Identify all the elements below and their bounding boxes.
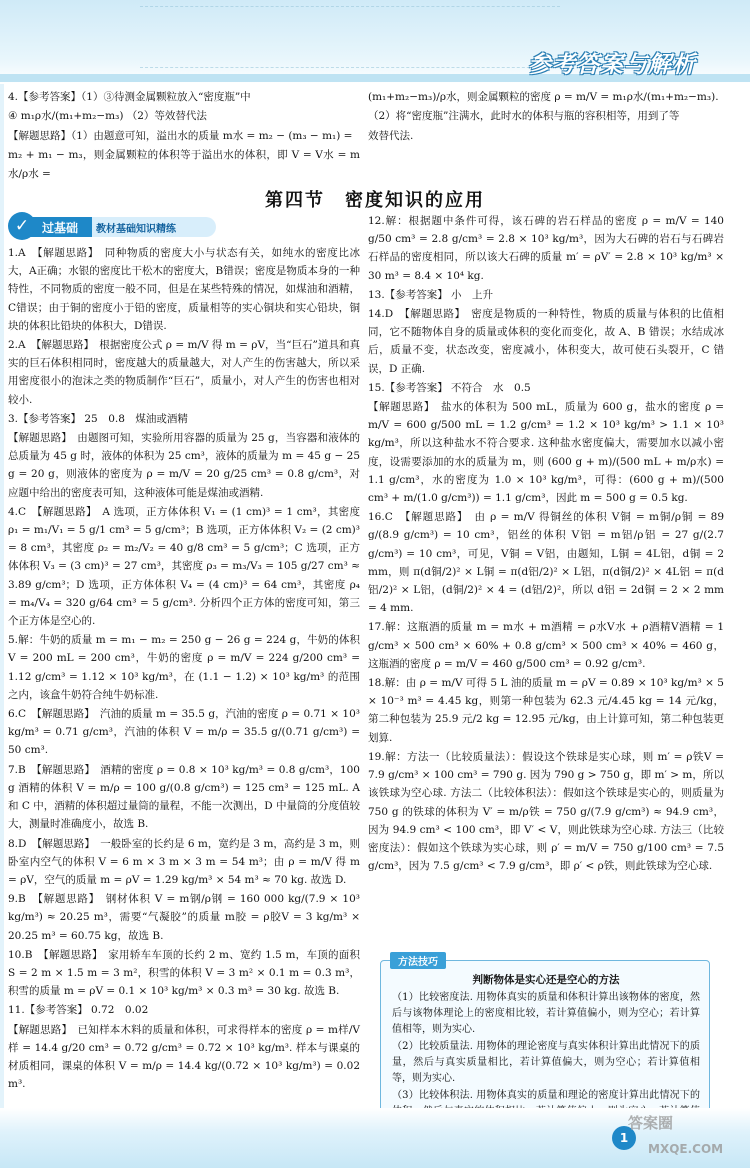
section-badge <box>8 214 218 240</box>
method-line: （2）比较质量法. 用物体的理论密度与真实体积计算出此情况下的质量，然后与真实质量相比，若计算值偏大，则为空心；若计算值相等，则为实心. <box>392 1041 700 1084</box>
answer-item: 【解题思路】 由题图可知，实验所用容器的质量为 25 g，当容器和液体的总质量为 45 g 时，液体的体积为 25 cm³，液体的质量为 m = 45 g − 25 g = 20 g，则液体的密度为 ρ = m/V = 20 g/25 cm³ = 0.8 g/cm³，对应题中给出的密度表可知，这种液体可能是煤油或酒精. <box>8 432 360 499</box>
page-header <box>0 0 750 84</box>
top-right-line: (m₁+m₂−m₃)/ρ水，则金属颗粒的密度 ρ = m/V = m₁ρ水/(m₁+m₂−m₃). <box>368 91 719 103</box>
top-right-line: （2）将“密度瓶”注满水，此时水的体积与瓶的容积相等，用到了等 <box>368 110 680 123</box>
top-left-line: 4.【参考答案】（1）③待测金属颗粒放入“密度瓶”中 <box>8 91 251 103</box>
left-stripe <box>0 84 4 1108</box>
top-right-line: 效替代法. <box>368 129 414 142</box>
method-tag: 方法技巧 <box>390 952 446 969</box>
answer-item: 3.【参考答案】 25 0.8 煤油或酒精 <box>8 412 188 425</box>
answer-item: 11.【参考答案】 0.72 0.02 <box>8 1004 149 1017</box>
top-left-line: m₂ + m₁ − m₃，则金属颗粒的体积等于溢出水的体积，即 V = V水 = m水/ρ水 = <box>8 149 360 180</box>
left-answers <box>8 244 360 1094</box>
answer-item: 【解题思路】 已知样本木料的质量和体积，可求得样本的密度 ρ = m样/V样 = 14.4 g/20 cm³ = 0.72 g/cm³ = 0.72 × 10³ kg/m³. 样本与课桌的材质相同，课桌的体积 V = m/ρ = 14.4 kg/(0.72 × 10³ kg/m³) = 0.02 m³. <box>8 1023 360 1091</box>
answer-item: 8.D 【解题思路】 一般卧室的长约是 6 m，宽约是 3 m，高约是 3 m，则卧室内空气的体积 V = 6 m × 3 m × 3 m = 54 m³；由 ρ = m/V 得 m = ρV，空气的质量 m = ρV = 1.29 kg/m³ × 54 m³ ≈ 70 kg. 故选 D. <box>8 837 360 886</box>
section-title: 第四节 密度知识的应用 <box>265 190 485 211</box>
top-right-block <box>368 88 724 146</box>
answer-item: 19.解：方法一（比较质量法）：假设这个铁球是实心球，则 m′ = ρ铁V = 7.9 g/cm³ × 100 cm³ = 790 g. 因为 790 g > 750 g，即 m′ > m，所以该铁球为空心球. 方法二（比较体积法）：假如这个铁球是实心的，则质量为 750 g 的铁球的体积为 V′ = m/ρ铁 = 750 g/(7.9 g/cm³) ≈ 94.9 cm³，因为 94.9 cm³ < 100 cm³，即 V′ < V，则此铁球为空心球. 方法三（比较密度法）：假如这个铁球为实心球，则 ρ′ = m/V = 750 g/100 cm³ = 7.5 g/cm³，因为 7.5 g/cm³ < 7.9 g/cm³，即 ρ′ < ρ铁，则此铁球为空心球. <box>368 750 724 873</box>
badge-sub: 教材基础知识精练 <box>96 224 176 235</box>
answer-item: 14.D 【解题思路】 密度是物质的一种特性，物质的质量与体积的比值相同，它不随物体自身的质量或体积的变化而变化，故 A、B 错误；水结成冰后，质量不变，状态改变，密度减小，体积变大，故可使石头裂开，C 错误，D 正确. <box>368 308 724 375</box>
answer-item: 【解题思路】 盐水的体积为 500 mL，质量为 600 g，盐水的密度 ρ = m/V = 600 g/500 mL = 1.2 g/cm³ = 1.2 × 10³ kg/m³ > 1.1 × 10³ kg/m³，所以这种盐水不符合要求. 这种盐水密度偏大，需要加水以减小密度，设需要添加的水的质量为 m，则 (600 g + m)/(500 mL + m/ρ水) = 1.1 g/cm³，水的密度为 1.0 × 10³ kg/m³，可得：(600 g + m)/(500 cm³ + m/(1.0 g/cm³)) = 1.1 g/cm³，因此 m = 500 g = 0.5 kg. <box>368 401 724 505</box>
answer-item: 9.B 【解题思路】 钢材体积 V = m钢/ρ钢 = 160 000 kg/(7.9 × 10³ kg/m³) ≈ 20.25 m³，需要“气凝胶”的质量 m胶 = ρ胶V = 3 kg/m³ × 20.25 m³ = 60.75 kg，故选 B. <box>8 893 360 942</box>
answer-item: 2.A 【解题思路】 根据密度公式 ρ = m/V 得 m = ρV，当“巨石”道具和真实的巨石体积相同时，密度越大的质量越大，对人产生的伤害越大，所以采用密度很小的泡沫之类的物质制作“巨石”，质量小，对人产生的伤害也相对较小. <box>8 339 360 406</box>
watermark: 答案圈 <box>628 1114 674 1132</box>
badge-main: 过基础 <box>42 221 79 235</box>
answer-item: 10.B 【解题思路】 家用轿车车顶的长约 2 m、宽约 1.5 m，车顶的面积 S = 2 m × 1.5 m = 3 m²，积雪的体积 V = 3 m² × 0.1 m = 0.3 m³，积雪的质量 m = ρV = 0.1 × 10³ kg/m³ × 0.3 m³ = 30 kg. 故选 B. <box>8 948 360 998</box>
answer-item: 17.解：这瓶酒的质量 m = m水 + m酒精 = ρ水V水 + ρ酒精V酒精 = 1 g/cm³ × 500 cm³ × 60% + 0.8 g/cm³ × 500 cm³ × 40% = 460 g，这瓶酒的密度 ρ = m/V = 460 g/500 cm³ = 0.92 g/cm³. <box>368 621 724 670</box>
answer-item: 18.解：由 ρ = m/V 可得 5 L 油的质量 m = ρV = 0.89 × 10³ kg/m³ × 5 × 10⁻³ m³ = 4.45 kg，则第一种包装为 62.3 元/4.45 kg = 14 元/kg，第二种包装为 25.9 元/2 kg = 12.95 元/kg，由上计算可知，第二种包装更划算. <box>368 677 724 744</box>
method-title: 判断物体是实心还是空心的方法 <box>472 974 620 986</box>
answer-item: 5.解：牛奶的质量 m = m₁ − m₂ = 250 g − 26 g = 224 g，牛奶的体积 V = 200 mL = 200 cm³，牛奶的密度 ρ = m/V = 224 g/200 cm³ = 1.12 g/cm³ = 1.12 × 10³ kg/m³，在 (1.1 − 1.2) × 10³ kg/m³ 的范围之内，该盒牛奶符合纯牛奶标准. <box>8 634 360 701</box>
answer-item: 12.解：根据题中条件可得，该石碑的岩石样品的密度 ρ = m/V = 140 g/50 cm³ = 2.8 g/cm³ = 2.8 × 10³ kg/m³，因为大石碑的岩石与石碑岩石样品的密度相同，所以该大石碑的质量 m′ = ρV′ = 2.8 × 10³ kg/m³ × 30 m³ = 8.4 × 10⁴ kg. <box>368 215 724 282</box>
top-left-line: 【解题思路】（1）由题意可知，溢出水的质量 m水 = m₂ − (m₃ − m₁) = <box>8 129 353 142</box>
method-line: （3）比较体积法. 用物体真实的质量和理论的密度计算出此情况下的 <box>392 1090 700 1101</box>
top-left-block <box>8 88 360 184</box>
answer-item: 6.C 【解题思路】 汽油的质量 m = 35.5 g，汽油的密度 ρ = 0.71 × 10³ kg/m³ = 0.71 g/cm³，汽油的体积 V = m/ρ = 35.5 g/(0.71 g/cm³) = 50 cm³. <box>8 708 360 757</box>
header-decoration <box>140 6 560 68</box>
page-number: 1 <box>612 1126 636 1150</box>
right-answers <box>368 212 724 876</box>
watermark-url: MXQE.COM <box>648 1142 724 1156</box>
answer-item: 16.C 【解题思路】 由 ρ = m/V 得铜丝的体积 V铜 = m铜/ρ铜 = 89 g/(8.9 g/cm³) = 10 cm³，铝丝的体积 V铝 = m铝/ρ铝 = 27 g/(2.7 g/cm³) = 10 cm³，可见，V铜 = V铝，由题知，L铜 = 4L铝，d铜 = 2 mm，则 π(d铜/2)² × L铜 = π(d铝/2)² × L铝，π(d铜/2)² × 4L铝 = π(d铝/2)² × L铝，(d铜/2)² × 4 = (d铝/2)²，所以 d铝 = 2d铜 = 2 × 2 mm = 4 mm. <box>368 511 724 615</box>
answer-item: 15.【参考答案】 不符合 水 0.5 <box>368 381 531 394</box>
method-line: （1）比较密度法. 用物体真实的质量和体积计算出该物体的密度，然后与该物体理论上的密度相比较，若计算值偏小，则为空心；若计算值相等，则为实心. <box>392 992 700 1035</box>
answer-item: 13.【参考答案】 小 上升 <box>368 288 494 301</box>
check-icon: ✓ <box>8 212 36 240</box>
answer-item: 7.B 【解题思路】 酒精的密度 ρ = 0.8 × 10³ kg/m³ = 0.8 g/cm³，100 g 酒精的体积 V = m/ρ = 100 g/(0.8 g/cm³) = 125 cm³ = 125 mL. A 和 C 中，酒精的体积超过量筒的量程，不能一次测出，D 中量筒的分度值较大，测量时准确度小，故选 B. <box>8 763 360 831</box>
top-left-line: ④ m₁ρ水/(m₁+m₂−m₃) （2）等效替代法 <box>8 110 207 123</box>
header-title: 参考答案与解析 <box>528 52 696 78</box>
answer-item: 1.A 【解题思路】 同种物质的密度大小与状态有关，如纯水的密度比冰大，A正确；水银的密度比干松木的密度大，B错误；密度是物质本身的一种特性，不同物质的密度一般不同，但是在某些特殊的情况，如煤油和酒精，C错误；由于铜的密度小于铅的密度，质量相等的实心铜块和实心铅块，铜块的体积比铅块的体积大，D错误. <box>8 247 360 332</box>
answer-item: 4.C 【解题思路】 A 选项，正方体体积 V₁ = (1 cm)³ = 1 cm³，其密度 ρ₁ = m₁/V₁ = 5 g/1 cm³ = 5 g/cm³；B 选项，正方体体积 V₂ = (2 cm)³ = 8 cm³，其密度 ρ₂ = m₂/V₂ = 40 g/8 cm³ = 5 g/cm³；C 选项，正方体体积 V₃ = (3 cm)³ = 27 cm³，其密度 ρ₃ = m₃/V₃ = 105 g/27 cm³ ≈ 3.89 g/cm³；D 选项，正方体体积 V₄ = (4 cm)³ = 64 cm³，其密度 ρ₄ = m₄/V₄ = 320 g/64 cm³ = 5 g/cm³. 分析四个正方体的密度可知，第三个正方体是空心的. <box>8 505 360 628</box>
